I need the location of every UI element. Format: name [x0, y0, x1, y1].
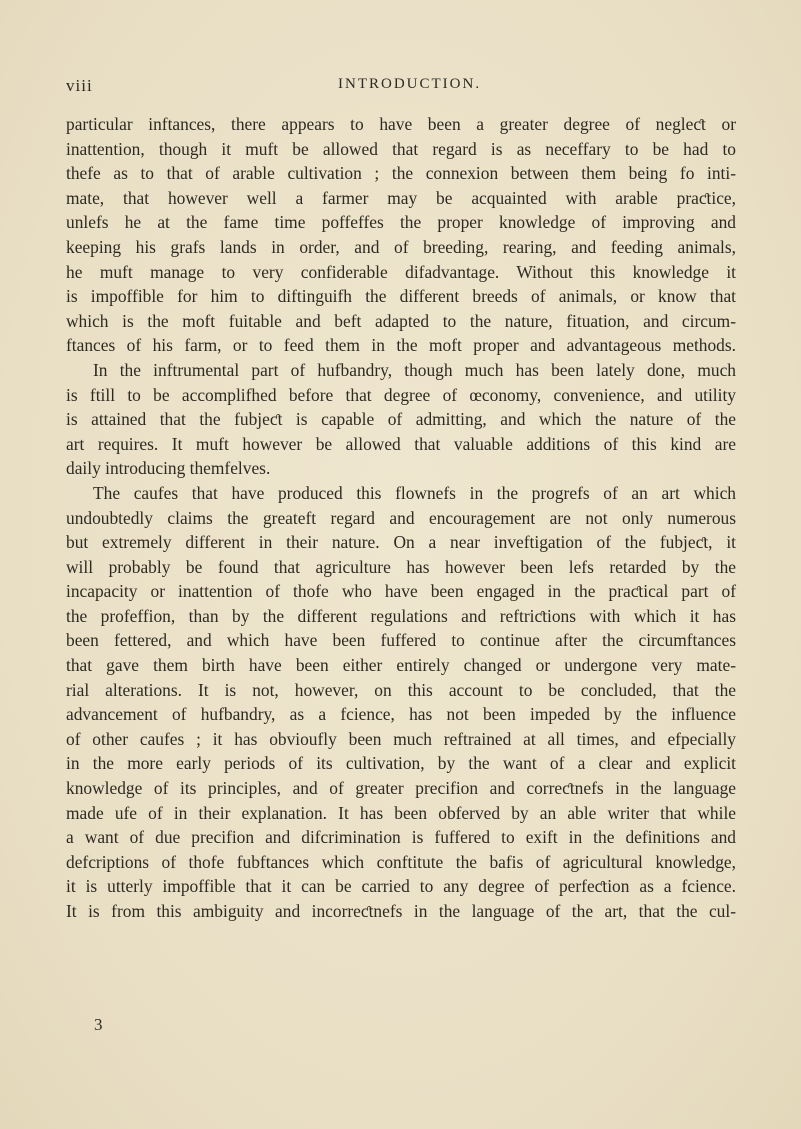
page-number: viii	[66, 76, 93, 95]
text-line: keeping his grafs lands in order, and of breeding, rearing, and feeding animals,	[66, 236, 736, 257]
text-line: art requires. It muft however be allowed that valuable additions of this kind are	[66, 433, 736, 454]
text-line: is impoffible for him to diftinguifh the different breeds of animals, or know that	[66, 286, 736, 307]
running-title: INTRODUCTION.	[338, 76, 482, 92]
text-line: rial alterations. It is not, however, on this account to be concluded, that the	[66, 679, 736, 700]
text-line: is ftill to be accomplifhed before that degree of œconomy, convenience, and utility	[66, 384, 736, 405]
text-line: it is utterly impoffible that it can be carried to any degree of perfeƈtion as a fcience.	[66, 876, 736, 897]
body-text	[66, 112, 736, 924]
text-line: will probably be found that agriculture has however been lefs retarded by the	[66, 556, 736, 577]
text-line: the profeffion, than by the different regulations and reftriƈtions with which it has	[66, 605, 736, 626]
text-line: he muft manage to very confiderable difadvantage. Without this knowledge it	[66, 261, 736, 282]
text-line: It is from this ambiguity and incorreƈtnefs in the language of the art, that the cul-	[66, 901, 736, 921]
text-line: ftances of his farm, or to feed them in the moft proper and advantageous methods.	[66, 335, 736, 356]
text-line: inattention, though it muft be allowed that regard is as neceffary to be had to	[66, 138, 736, 159]
text-line: which is the moft fuitable and beft adapted to the nature, fituation, and circum-	[66, 310, 736, 331]
text-line: thefe as to that of arable cultivation ; the connexion between them being fo inti-	[66, 163, 736, 184]
text-line: been fettered, and which have been fuffered to continue after the circumftances	[66, 630, 736, 651]
text-line: defcriptions of thofe fubftances which conftitute the bafis of agricultural knowledge,	[66, 851, 736, 872]
text-line: mate, that however well a farmer may be acquainted with arable praƈtice,	[66, 187, 736, 208]
text-line: of other caufes ; it has obvioufly been much reftrained at all times, and efpecially	[66, 728, 736, 749]
signature-mark: 3	[94, 1015, 103, 1034]
text-line: knowledge of its principles, and of greater precifion and correƈtnefs in the language	[66, 778, 736, 799]
text-line: is attained that the fubjeƈt is capable of admitting, and which the nature of the	[66, 409, 736, 430]
text-line: in the more early periods of its cultivation, by the want of a clear and explicit	[66, 753, 736, 774]
text-line: that gave them birth have been either entirely changed or undergone very mate-	[66, 655, 736, 676]
text-line: incapacity or inattention of thofe who have been engaged in the praƈtical part of	[66, 581, 736, 602]
text-line: advancement of hufbandry, as a fcience, has not been impeded by the influence	[66, 704, 736, 725]
paragraph-start-line: The caufes that have produced this flownefs in the progrefs of an art which	[93, 482, 736, 503]
text-line: particular inftances, there appears to have been a greater degree of negleƈt or	[66, 114, 736, 134]
page-header	[0, 76, 801, 100]
text-line: but extremely different in their nature. On a near inveftigation of the fubjeƈt, it	[66, 532, 736, 553]
text-line: a want of due precifion and difcrimination is fuffered to exift in the definitions and	[66, 827, 736, 848]
paragraph-end-line: daily introducing themfelves.	[66, 458, 271, 479]
text-line: undoubtedly claims the greateft regard and encouragement are not only numerous	[66, 507, 736, 528]
text-line: made ufe of in their explanation. It has been obferved by an able writer that while	[66, 802, 736, 823]
paragraph-start-line: In the inftrumental part of hufbandry, though much has been lately done, much	[93, 359, 736, 380]
text-line: unlefs he at the fame time poffeffes the proper knowledge of improving and	[66, 212, 736, 233]
